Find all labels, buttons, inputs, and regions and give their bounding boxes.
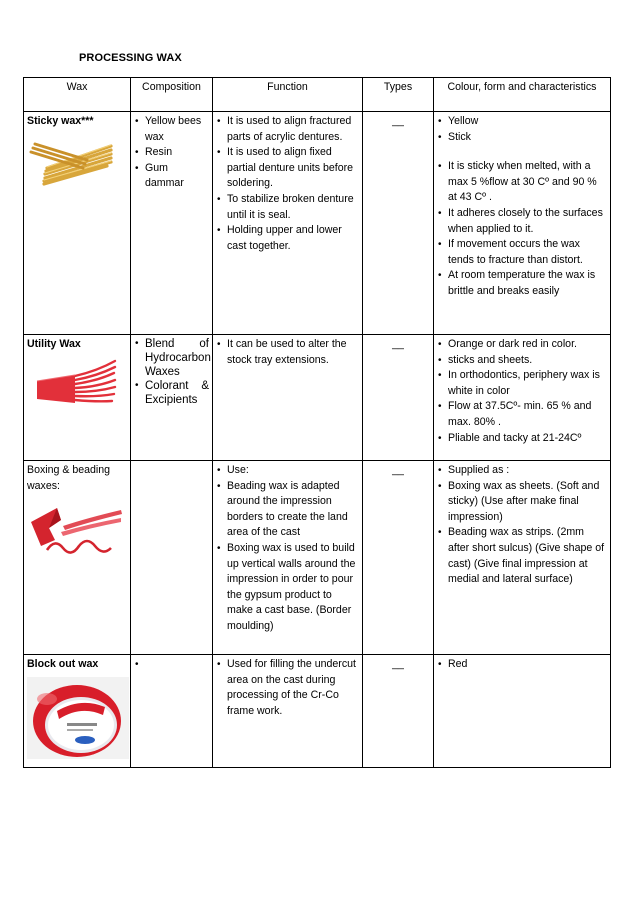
document-title: PROCESSING WAX <box>79 52 182 64</box>
composition-cell <box>131 335 213 461</box>
wax-cell <box>24 335 131 461</box>
types-cell: __ <box>363 335 434 461</box>
types-cell: __ <box>363 112 434 335</box>
composition-item: • Yellow bees wax <box>134 114 209 145</box>
types-cell: __ <box>363 655 434 768</box>
function-item: • It can be used to alter the stock tray extensions. <box>216 337 359 368</box>
colour-item: • Pliable and tacky at 21-24Cº <box>437 431 607 447</box>
composition-item: • Blend of Hydrocarbon Waxes <box>134 337 209 379</box>
composition-cell <box>131 461 213 655</box>
composition-cell <box>131 655 213 768</box>
function-cell <box>213 655 363 768</box>
wax-name: Utility Wax <box>27 338 81 350</box>
sticky-wax-sticks-image <box>27 136 113 188</box>
block-out-wax-jar-image <box>27 677 129 759</box>
colour-item: • It is sticky when melted, with a max 5 %flow at 30 Cº and 90 % at 43 Cº . <box>437 159 607 206</box>
function-item: • It is used to align fixed partial denture units before soldering. <box>216 145 359 192</box>
composition-item: • Resin <box>134 145 209 161</box>
function-item: • Use: <box>216 463 359 479</box>
header-composition: Composition <box>131 78 213 112</box>
colour-item: • If movement occurs the wax tends to fracture than distort. <box>437 237 607 268</box>
table-row <box>24 335 611 461</box>
function-item: • Boxing wax is used to build up vertical walls around the impression in order to pour the gypsum product to make a cast base. (Border moulding) <box>216 541 359 635</box>
boxing-beading-wax-image <box>27 500 123 562</box>
wax-name: Boxing & beading waxes: <box>27 464 111 492</box>
table-row <box>24 112 611 335</box>
composition-cell <box>131 112 213 335</box>
header-function: Function <box>213 78 363 112</box>
header-wax: Wax <box>24 78 131 112</box>
processing-wax-table <box>23 77 611 768</box>
colour-item: • It adheres closely to the surfaces when applied to it. <box>437 206 607 237</box>
types-cell: __ <box>363 461 434 655</box>
wax-name: Sticky wax*** <box>27 115 94 127</box>
colour-item: • Supplied as : <box>437 463 607 479</box>
colour-item: • Flow at 37.5Cº- min. 65 % and max. 80% . <box>437 399 607 430</box>
function-item: • To stabilize broken denture until it is seal. <box>216 192 359 223</box>
function-cell <box>213 461 363 655</box>
colour-cell <box>434 335 611 461</box>
header-types: Types <box>363 78 434 112</box>
function-cell <box>213 112 363 335</box>
table-row <box>24 461 611 655</box>
table-header-row <box>24 78 611 112</box>
utility-wax-strips-image <box>27 359 117 409</box>
function-item: • Used for filling the undercut area on the cast during processing of the Cr-Co frame work. <box>216 657 359 719</box>
colour-item: • Yellow <box>437 114 607 130</box>
colour-cell <box>434 461 611 655</box>
table-row <box>24 655 611 768</box>
function-item: • Holding upper and lower cast together. <box>216 223 359 254</box>
colour-item: • At room temperature the wax is brittle and breaks easily <box>437 268 607 299</box>
wax-cell <box>24 112 131 335</box>
colour-item: • Orange or dark red in color. <box>437 337 607 353</box>
colour-item: • Boxing wax as sheets. (Soft and sticky) (Use after make final impression) <box>437 479 607 526</box>
wax-cell <box>24 655 131 768</box>
colour-item: • In orthodontics, periphery wax is white in color <box>437 368 607 399</box>
colour-item: • Red <box>437 657 607 673</box>
function-item: • Beading wax is adapted around the impression borders to create the land area of the cast <box>216 479 359 541</box>
header-colour: Colour, form and characteristics <box>434 78 611 112</box>
composition-item: • Colorant & Excipients <box>134 379 209 407</box>
function-cell <box>213 335 363 461</box>
colour-item: • Beading wax as strips. (2mm after short sulcus) (Give shape of cast) (Give final impression at medial and lateral surface) <box>437 525 607 587</box>
composition-item: • Gum dammar <box>134 161 209 192</box>
wax-name: Block out wax <box>27 658 99 670</box>
colour-cell <box>434 112 611 335</box>
function-item: • It is used to align fractured parts of acrylic dentures. <box>216 114 359 145</box>
colour-item: • Stick <box>437 130 607 146</box>
colour-item: • sticks and sheets. <box>437 353 607 369</box>
wax-cell <box>24 461 131 655</box>
colour-cell <box>434 655 611 768</box>
